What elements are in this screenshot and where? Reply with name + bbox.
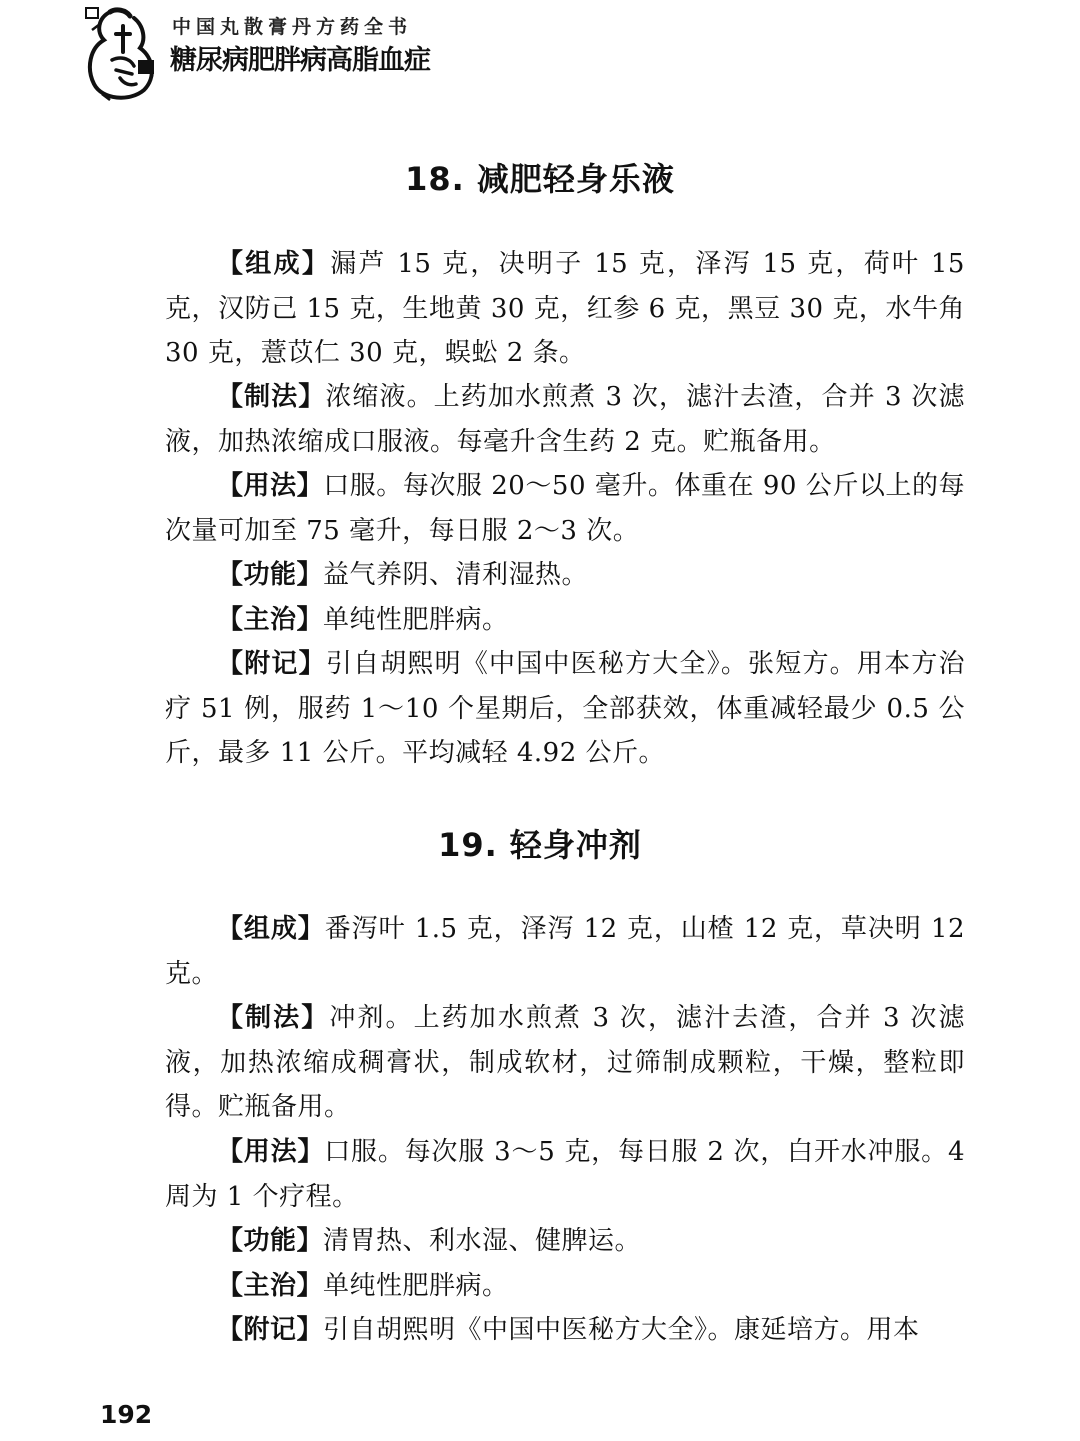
section-text: 番泻叶 1.5 克，泽泻 12 克，山楂 12 克，草决明 12 克。 bbox=[165, 914, 965, 989]
volume-title: 糖尿病肥胖病高脂血症 bbox=[170, 45, 430, 76]
section-text: 单纯性肥胖病。 bbox=[323, 605, 509, 635]
running-header bbox=[80, 4, 580, 104]
recipe-section-usage bbox=[165, 464, 965, 553]
section-text: 冲剂。上药加水煎煮 3 次，滤汁去渣，合并 3 次滤液，加热浓缩成稠膏状，制成软材，过筛制成颗粒，干燥，整粒即得。贮瓶备用。 bbox=[165, 1003, 965, 1122]
section-label: 【制法】 bbox=[217, 382, 326, 412]
section-text: 口服。每次服 3～5 克，每日服 2 次，白开水冲服。4 周为 1 个疗程。 bbox=[165, 1137, 965, 1212]
recipe-section-notes bbox=[165, 642, 965, 776]
section-label: 【组成】 bbox=[217, 914, 325, 944]
recipe-section-composition bbox=[165, 242, 965, 376]
page-number: 192 bbox=[100, 1400, 153, 1429]
series-title: 中国丸散膏丹方药全书 bbox=[172, 16, 413, 38]
section-label: 【组成】 bbox=[217, 249, 331, 279]
recipe-section-preparation bbox=[165, 375, 965, 464]
section-text: 清胃热、利水湿、健脾运。 bbox=[323, 1226, 642, 1256]
section-text: 浓缩液。上药加水煎煮 3 次，滤汁去渣，合并 3 次滤液，加热浓缩成口服液。每毫升含生药 2 克。贮瓶备用。 bbox=[165, 382, 965, 457]
recipe-section-usage bbox=[165, 1130, 965, 1219]
section-label: 【主治】 bbox=[217, 1271, 324, 1301]
section-label: 【功能】 bbox=[217, 560, 324, 590]
recipe-section-composition bbox=[165, 907, 965, 996]
recipe-section-notes bbox=[165, 1308, 965, 1353]
recipe-title: 19. 轻身冲剂 bbox=[438, 826, 642, 864]
section-label: 【主治】 bbox=[217, 605, 324, 635]
section-text: 单纯性肥胖病。 bbox=[323, 1271, 509, 1301]
gourd-calligraphy-logo-icon bbox=[80, 4, 170, 104]
section-text: 引自胡熙明《中国中医秘方大全》。张短方。用本方治疗 51 例，服药 1～10 个星期后，全部获效，体重减轻最少 0.5 公斤，最多 11 公斤。平均减轻 4.92 公斤。 bbox=[165, 649, 965, 768]
section-label: 【功能】 bbox=[217, 1226, 324, 1256]
recipe-section-preparation bbox=[165, 996, 965, 1130]
section-label: 【用法】 bbox=[217, 471, 324, 501]
recipe-title: 18. 减肥轻身乐液 bbox=[405, 160, 675, 198]
section-label: 【制法】 bbox=[217, 1003, 330, 1033]
section-text: 益气养阴、清利湿热。 bbox=[323, 560, 589, 590]
section-text: 漏芦 15 克，决明子 15 克，泽泻 15 克，荷叶 15 克，汉防己 15 克，生地黄 30 克，红参 6 克，黑豆 30 克，水牛角 30 克，薏苡仁 30 克，蜈蚣 2 条。 bbox=[165, 249, 965, 368]
recipe-section-indication bbox=[165, 598, 965, 643]
recipe-section-function bbox=[165, 1219, 965, 1264]
recipe-section-function bbox=[165, 553, 965, 598]
section-label: 【附记】 bbox=[217, 1315, 324, 1345]
recipe-section-indication bbox=[165, 1264, 965, 1309]
section-text: 引自胡熙明《中国中医秘方大全》。康延培方。用本 bbox=[323, 1315, 920, 1345]
section-text: 口服。每次服 20～50 毫升。体重在 90 公斤以上的每次量可加至 75 毫升，每日服 2～3 次。 bbox=[165, 471, 965, 546]
section-label: 【用法】 bbox=[217, 1137, 325, 1167]
section-label: 【附记】 bbox=[217, 649, 326, 679]
